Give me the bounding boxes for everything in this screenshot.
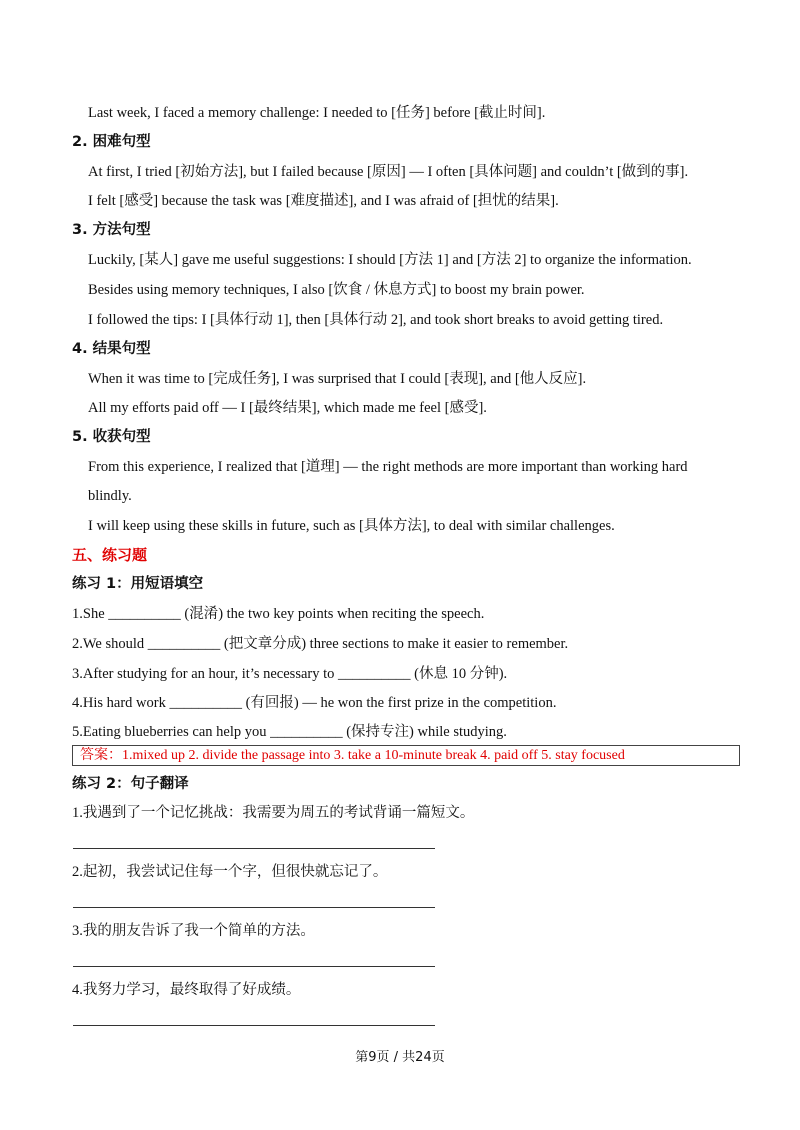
answer-box	[72, 745, 740, 766]
section-heading-result: 4. 结果句型	[72, 341, 151, 357]
exercise2-item: 4.我努力学习，最终取得了好成绩。	[72, 982, 301, 998]
section-heading-method: 3. 方法句型	[72, 222, 151, 238]
exercise2-item: 2.起初，我尝试记住每一个字，但很快就忘记了。	[72, 864, 388, 880]
sentence-line: I felt [感受] because the task was [难度描述], and I was afraid of [担忧的结果].	[88, 193, 559, 209]
exercise1-item: 2.We should __________ (把文章分成) three sections to make it easier to remember.	[72, 636, 569, 652]
page-footer: 第9页 / 共24页	[355, 1050, 445, 1065]
answer-line	[73, 907, 435, 908]
answer-text: 答案：1.mixed up 2. divide the passage into 3. take a 10-minute break 4. paid off 5. stay focused	[80, 748, 625, 763]
section-heading-gain: 5. 收获句型	[72, 429, 151, 445]
exercise2-item: 3.我的朋友告诉了我一个简单的方法。	[72, 923, 315, 939]
sentence-line: At first, I tried [初始方法], but I failed because [原因] — I often [具体问题] and couldn’t [做到的事].	[88, 164, 689, 180]
exercise1-item: 3.After studying for an hour, it’s necessary to __________ (休息 10 分钟).	[72, 666, 508, 682]
sentence-line: I followed the tips: I [具体行动 1], then [具体行动 2], and took short breaks to avoid getting tired.	[88, 312, 664, 328]
answer-line	[73, 966, 435, 967]
sentence-line: blindly.	[88, 488, 132, 504]
sentence-line: Besides using memory techniques, I also [饮食 / 休息方式] to boost my brain power.	[88, 282, 585, 298]
answer-line	[73, 848, 435, 849]
exercise2-item: 1.我遇到了一个记忆挑战：我需要为周五的考试背诵一篇短文。	[72, 805, 475, 821]
sentence-line: When it was time to [完成任务], I was surprised that I could [表现], and [他人反应].	[88, 371, 587, 387]
section-heading-difficulty: 2. 困难句型	[72, 134, 151, 150]
exercise1-item: 1.She __________ (混淆) the two key points when reciting the speech.	[72, 606, 485, 622]
exercise2-title: 练习 2：句子翻译	[72, 776, 189, 792]
sentence-line: All my efforts paid off — I [最终结果], which made me feel [感受].	[88, 400, 487, 416]
exercise1-title: 练习 1：用短语填空	[72, 576, 204, 592]
practice-section-title: 五、练习题	[72, 546, 148, 564]
exercise1-item: 5.Eating blueberries can help you __________ (保持专注) while studying.	[72, 724, 507, 740]
intro-line: Last week, I faced a memory challenge: I needed to [任务] before [截止时间].	[88, 105, 546, 121]
sentence-line: From this experience, I realized that [道理] — the right methods are more important than working hard	[88, 459, 688, 475]
answer-line	[73, 1025, 435, 1026]
sentence-line: I will keep using these skills in future, such as [具体方法], to deal with similar challenges.	[88, 518, 615, 534]
sentence-line: Luckily, [某人] gave me useful suggestions: I should [方法 1] and [方法 2] to organize the information.	[88, 252, 692, 268]
exercise1-item: 4.His hard work __________ (有回报) — he won the first prize in the competition.	[72, 695, 557, 711]
